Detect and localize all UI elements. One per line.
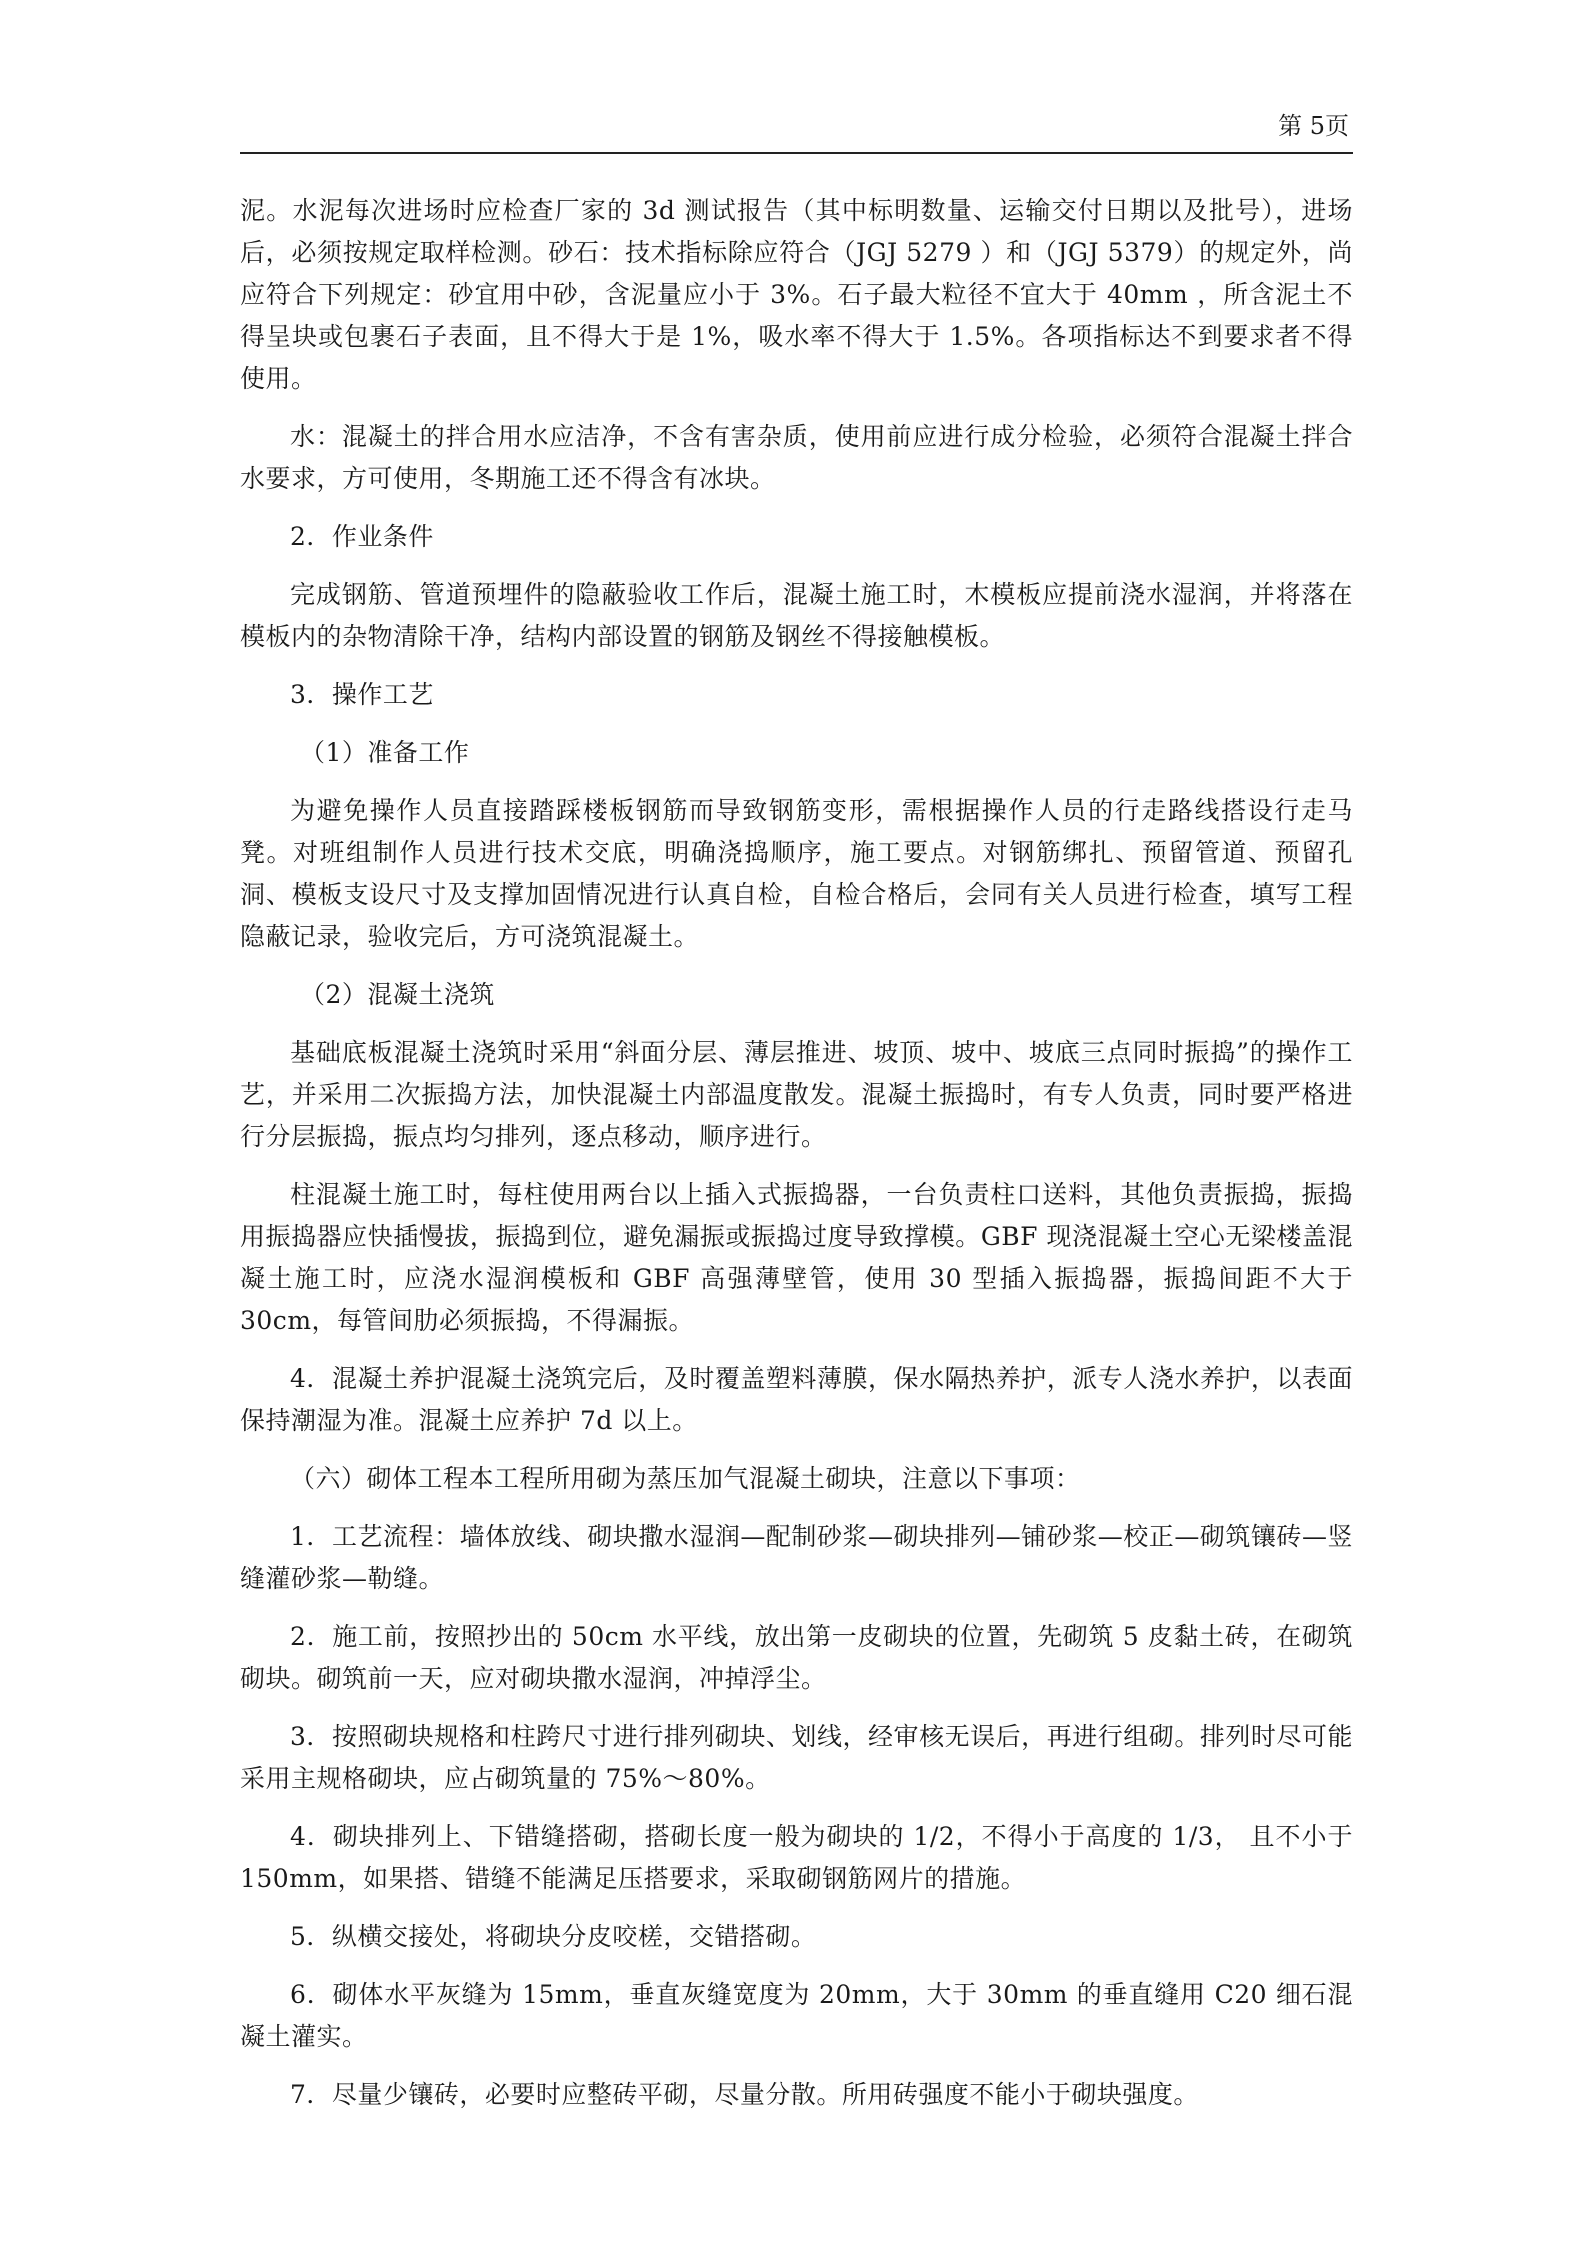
masonry-item-1: 1．工艺流程：墙体放线、砌块撒水湿润—配制砂浆—砌块排列—铺砂浆—校正—砌筑镶砖—竖缝灌砂浆—勒缝。 (240, 1522, 1353, 1593)
paragraph-work-conditions: 完成钢筋、管道预埋件的隐蔽验收工作后，混凝土施工时，木模板应提前浇水湿润，并将落在模板内的杂物清除干净，结构内部设置的钢筋及钢丝不得接触模板。 (240, 580, 1353, 651)
paragraph-pouring-column: 柱混凝土施工时，每柱使用两台以上插入式振捣器，一台负责柱口送料，其他负责振捣，振捣用振捣器应快插慢拔，振捣到位，避免漏振或振捣过度导致撑模。GBF 现浇混凝土空心无梁楼盖混凝土施工时，应浇水湿润模板和 GBF 高强薄壁管，使用 30 型插入振捣器，振捣间距不大于 30cm，每管间肋必须振捣，不得漏振。 (240, 1180, 1353, 1335)
document-body (240, 190, 1353, 2132)
paragraph-preparation: 为避免操作人员直接踏踩楼板钢筋而导致钢筋变形，需根据操作人员的行走路线搭设行走马凳。对班组制作人员进行技术交底，明确浇捣顺序，施工要点。对钢筋绑扎、预留管道、预留孔洞、模板支设尺寸及支撑加固情况进行认真自检，自检合格后，会同有关人员进行检查，填写工程隐蔽记录，验收完后，方可浇筑混凝土。 (240, 796, 1353, 951)
paragraph-curing: 4．混凝土养护混凝土浇筑完后，及时覆盖塑料薄膜，保水隔热养护，派专人浇水养护，以表面保持潮湿为准。混凝土应养护 7d 以上。 (240, 1364, 1353, 1435)
heading-masonry: （六）砌体工程本工程所用砌为蒸压加气混凝土砌块，注意以下事项： (290, 1464, 1081, 1493)
heading-preparation: （1）准备工作 (300, 738, 470, 767)
paragraph-pouring-foundation: 基础底板混凝土浇筑时采用“斜面分层、薄层推进、坡顶、坡中、坡底三点同时振捣”的操作工艺，并采用二次振捣方法，加快混凝土内部温度散发。混凝土振捣时，有专人负责，同时要严格进行分层振捣，振点均匀排列，逐点移动，顺序进行。 (240, 1038, 1353, 1151)
heading-operation-process: 3．操作工艺 (290, 680, 434, 709)
masonry-item-2: 2．施工前，按照抄出的 50cm 水平线，放出第一皮砌块的位置，先砌筑 5 皮黏土砖，在砌筑砌块。砌筑前一天，应对砌块撒水湿润，冲掉浮尘。 (240, 1622, 1353, 1693)
paragraph-water: 水：混凝土的拌合用水应洁净，不含有害杂质，使用前应进行成分检验，必须符合混凝土拌合水要求，方可使用，冬期施工还不得含有冰块。 (240, 422, 1353, 493)
paragraph-cement-sand-stone: 泥。水泥每次进场时应检查厂家的 3d 测试报告（其中标明数量、运输交付日期以及批号），进场后，必须按规定取样检测。砂石：技术指标除应符合（JGJ 5279 ）和（JGJ 5379）的规定外，尚应符合下列规定：砂宜用中砂，含泥量应小于 3%。石子最大粒径不宜大于 40mm ，所含泥土不得呈块或包裹石子表面，且不得大于是 1%，吸水率不得大于 1.5%。各项指标达不到要求者不得使用。 (240, 196, 1353, 393)
heading-work-conditions: 2．作业条件 (290, 522, 434, 551)
masonry-item-6: 6．砌体水平灰缝为 15mm，垂直灰缝宽度为 20mm，大于 30mm 的垂直缝用 C20 细石混凝土灌实。 (240, 1980, 1353, 2051)
heading-concrete-pouring: （2）混凝土浇筑 (300, 980, 495, 1009)
page-number: 第 5页 (1278, 112, 1349, 140)
masonry-item-5: 5．纵横交接处，将砌块分皮咬槎，交错搭砌。 (290, 1922, 817, 1951)
page-header (240, 108, 1353, 154)
masonry-item-3: 3．按照砌块规格和柱跨尺寸进行排列砌块、划线，经审核无误后，再进行组砌。排列时尽可能采用主规格砌块，应占砌筑量的 75%～80%。 (240, 1722, 1353, 1793)
masonry-item-4: 4．砌块排列上、下错缝搭砌，搭砌长度一般为砌块的 1/2，不得小于高度的 1/3， 且不小于 150mm，如果搭、错缝不能满足压搭要求，采取砌钢筋网片的措施。 (240, 1822, 1353, 1893)
masonry-item-7: 7．尽量少镶砖，必要时应整砖平砌，尽量分散。所用砖强度不能小于砌块强度。 (290, 2080, 1199, 2109)
